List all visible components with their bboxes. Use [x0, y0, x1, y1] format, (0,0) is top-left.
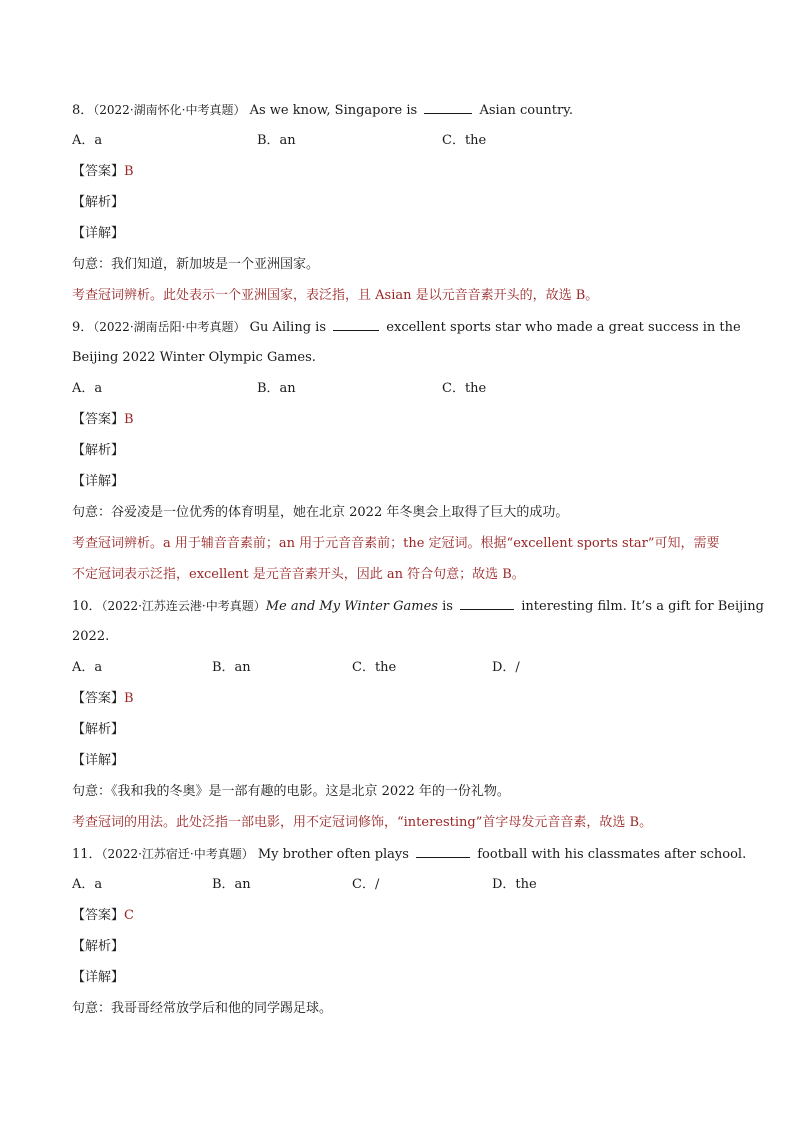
option: C．the	[442, 381, 487, 396]
answer-line	[72, 688, 732, 719]
analysis-label: 【解析】	[72, 195, 125, 210]
detail-label: 【详解】	[72, 753, 125, 768]
question-stem	[72, 595, 765, 626]
question-stem	[72, 99, 732, 130]
question-stem	[72, 316, 741, 347]
options-row	[72, 874, 732, 905]
stem-text: Asian country.	[479, 103, 573, 118]
explanation: 考查冠词辨析。a 用于辅音音素前；an 用于元音音素前；the 定冠词。根据“excellent sports star”可知，需要	[72, 536, 720, 551]
question-number: 9．	[72, 320, 94, 335]
explanation-continued: 不定冠词表示泛指，excellent 是元音音素开头，因此 an 符合句意；故选 B。	[72, 567, 525, 582]
questions-content	[72, 99, 765, 1029]
option: B．an	[257, 381, 296, 396]
answer-label: 【答案】	[72, 691, 125, 706]
option: D．/	[492, 660, 520, 675]
answer-blank	[460, 595, 514, 610]
options-row	[72, 657, 732, 688]
question-number: 10．	[72, 599, 102, 614]
stem-text: football with his classmates after school.	[477, 847, 747, 862]
option: C．the	[352, 660, 397, 675]
answer-line	[72, 905, 732, 936]
answer-line	[72, 409, 732, 440]
analysis-label: 【解析】	[72, 939, 125, 954]
question-stem	[72, 843, 747, 874]
question-number: 11．	[72, 847, 102, 862]
stem-text: Gu Ailing is	[249, 320, 327, 335]
sentence-meaning: 句意：谷爱凌是一位优秀的体育明星，她在北京 2022 年冬奥会上取得了巨大的成功。	[72, 505, 569, 520]
options-row	[72, 378, 732, 409]
option: C．/	[352, 877, 380, 892]
option: A．a	[72, 877, 103, 892]
film-title: Me and My Winter Games	[265, 599, 438, 614]
option: A．a	[72, 381, 103, 396]
stem-text: interesting film. It’s a gift for Beijing	[521, 599, 765, 614]
sentence-meaning: 句意：《我和我的冬奥》是一部有趣的电影。这是北京 2022 年的一份礼物。	[72, 784, 510, 799]
answer-blank	[333, 316, 379, 331]
detail-label: 【详解】	[72, 474, 125, 489]
answer-label: 【答案】	[72, 164, 125, 179]
question-stem-continued: Beijing 2022 Winter Olympic Games.	[72, 350, 316, 365]
answer-value: C	[124, 908, 134, 923]
options-row	[72, 130, 732, 161]
option: B．an	[212, 660, 251, 675]
option: B．an	[257, 133, 296, 148]
question-source: （2022·湖南怀化·中考真题）	[93, 103, 246, 117]
sentence-meaning: 句意：我们知道，新加坡是一个亚洲国家。	[72, 257, 320, 272]
detail-label: 【详解】	[72, 226, 125, 241]
analysis-label: 【解析】	[72, 443, 125, 458]
option: A．a	[72, 133, 103, 148]
question-stem-continued: 2022.	[72, 629, 110, 644]
explanation: 考查冠词的用法。此处泛指一部电影，用不定冠词修饰，“interesting”首字母发元音音素，故选 B。	[72, 815, 653, 830]
answer-label: 【答案】	[72, 908, 125, 923]
detail-label: 【详解】	[72, 970, 125, 985]
analysis-label: 【解析】	[72, 722, 125, 737]
answer-label: 【答案】	[72, 412, 125, 427]
question-source: （2022·江苏宿迁·中考真题）	[101, 847, 254, 861]
answer-blank	[424, 99, 472, 114]
answer-blank	[416, 843, 470, 858]
sentence-meaning: 句意：我哥哥经常放学后和他的同学踢足球。	[72, 1001, 333, 1016]
option: A．a	[72, 660, 103, 675]
question-source: （2022·湖南岳阳·中考真题）	[93, 320, 246, 334]
stem-text: is	[442, 599, 453, 614]
stem-text: My brother often plays	[257, 847, 409, 862]
option: D．the	[492, 877, 537, 892]
answer-value: B	[124, 164, 134, 179]
answer-value: B	[124, 691, 134, 706]
explanation: 考查冠词辨析。此处表示一个亚洲国家，表泛指，且 Asian 是以元音音素开头的，故选 B。	[72, 288, 599, 303]
answer-value: B	[124, 412, 134, 427]
answer-line	[72, 161, 732, 192]
stem-text: As we know, Singapore is	[249, 103, 418, 118]
question-number: 8．	[72, 103, 94, 118]
option: C．the	[442, 133, 487, 148]
question-source: （2022·江苏连云港·中考真题）	[101, 599, 266, 613]
option: B．an	[212, 877, 251, 892]
stem-text: excellent sports star who made a great success in the	[386, 320, 741, 335]
